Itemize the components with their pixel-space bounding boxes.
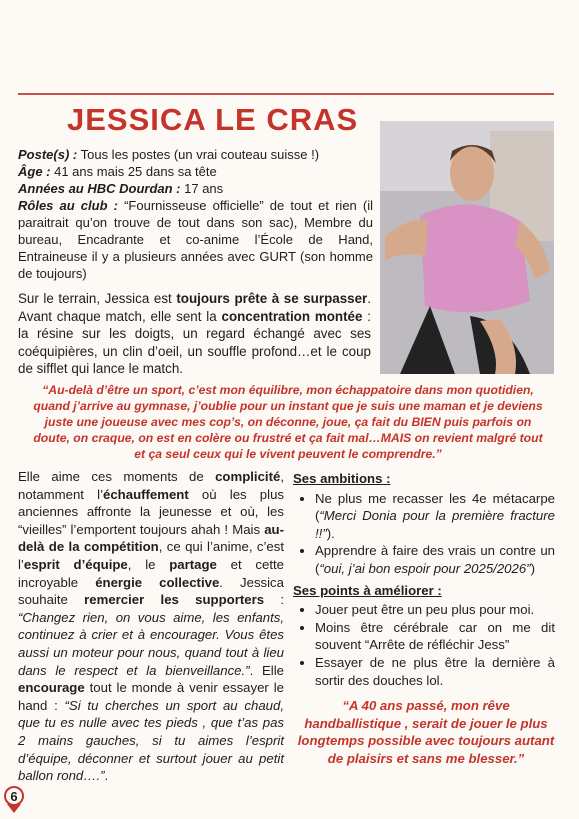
list-item: • Ne plus me recasser les 4e métacarpe (“Merci Donia pour la première fracture !!”). [315,490,555,543]
info-annees: Années au HBC Dourdan : 17 ans [18,181,224,196]
page-title: JESSICA LE CRAS [67,102,359,137]
ambitions-heading: Ses ambitions : [293,471,391,486]
page-number: 6 [10,789,18,804]
list-item: • Jouer peut être un peu plus pour moi. [315,601,555,619]
top-divider [18,93,554,95]
list-item: • Essayer de ne plus être la dernière à sortir des douches lol. [315,654,555,689]
terrain-paragraph: Sur le terrain, Jessica est toujours prête à se surpasser. Avant chaque match, elle sent la concentration montée : la résine sur les doigts, un regard échangé avec ses coéquipières, un clin d’oeil, un souffle profond…et le coup de sifflet qui lance le match. [18,291,371,376]
ambitions-list [293,490,555,578]
info-poste: Poste(s) : Tous les postes (un vrai couteau suisse !) [18,147,320,162]
left-column-text: Elle aime ces moments de complicité, notamment l’échauffement où les plus anciennes affronte la jeunesse et où, les “vieilles” l’emportent toujours ahah ! Mais au-delà de la compétition, ce qui l’anime, c’est l’esprit d’équipe, le partage et cette incroyable énergie collective. Jessica souhaite remercier les supporters : “Changez rien, on vous aime, les enfants, continuez à crier et à encourager. Vous êtes aussi un moteur pour nous, quand tout à lieu dans le respect et la bienveillance.”. Elle encourage tout le monde à venir essayer le hand : “Si tu cherches un sport au chaud, que tu es nulle avec tes pieds , que t’as pas 2 mains gauches, si tu aimes l’esprit d’équipe, déconner et surtout jouer au petit ballon rond….”. [18,469,285,784]
info-age: Âge : 41 ans mais 25 dans sa tête [18,164,217,179]
dream-quote: “A 40 ans passé, mon rêve handballistique , serait de jouer le plus longtemps possible avec toujours autant de plaisirs et sans me blesser.” [297,698,555,766]
list-item: • Apprendre à faire des vrais un contre un (“oui, j’ai bon espoir pour 2025/2026”) [315,542,555,577]
main-quote: “Au-delà d’être un sport, c’est mon équilibre, mon échappatoire dans mon quotidien, quand j’arrive au gymnase, j’oublie pour un instant que je suis une maman et je deviens juste une joueuse avec mes cop’s, on déconne, joue, ça fait du BIEN puis parfois on doute, on craque, on est en colère ou frustré et ça fait mal…MAIS on revient malgré tout et ça seul ceux qui le vivent peuvent le comprendre.” [33,383,543,461]
ameliorer-list [293,601,555,689]
list-item: • Moins être cérébrale car on me dit souvent “Arrête de réfléchir Jess” [315,619,555,654]
player-photo [380,121,554,374]
player-info [18,146,373,282]
info-roles: Rôles au club : “Fournisseuse officielle” de tout et rien (il paraitrait qu’on trouve de tout dans son sac), Membre du bureau, Encadrante et co-anime l’École de Hand, Entraineuse il y a plusieurs années avec GURT (son homme de toujours) [18,198,373,281]
ameliorer-heading: Ses points à améliorer : [293,582,442,598]
right-column [293,470,555,768]
page-number-badge [3,784,25,814]
